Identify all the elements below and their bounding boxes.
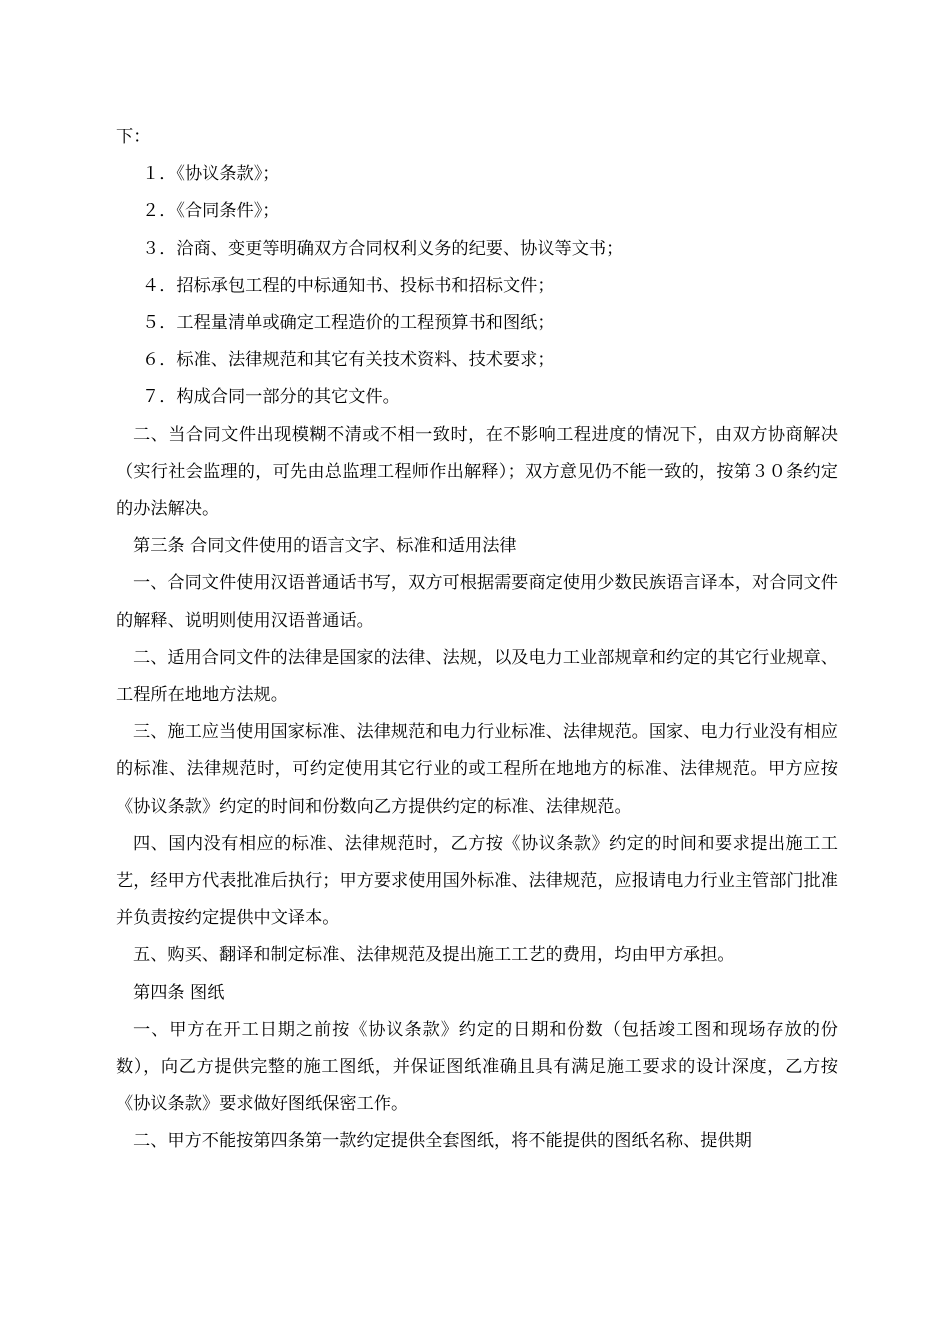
- list-item: ６．标准、法律规范和其它有关技术资料、技术要求；: [142, 350, 555, 371]
- list-item: ２．《合同条件》；: [142, 201, 280, 222]
- paragraph: 二、当合同文件出现模糊不清或不相一致时，在不影响工程进度的情况下，由双方协商解决（实行社会监理的，可先由总监理工程师作出解释）；双方意见仍不能一致的，按第３０条约定的办法解决。: [116, 424, 838, 520]
- paragraph: 一、甲方在开工日期之前按《协议条款》约定的日期和份数（包括竣工图和现场存放的份数），向乙方提供完整的施工图纸，并保证图纸准确且具有满足施工要求的设计深度，乙方按《协议条款》要求做好图纸保密工作。: [116, 1019, 838, 1115]
- paragraph: 下：: [116, 127, 151, 147]
- list-item: ４．招标承包工程的中标通知书、投标书和招标文件；: [142, 275, 555, 296]
- paragraph: 一、合同文件使用汉语普通话书写，双方可根据需要商定使用少数民族语言译本，对合同文件的解释、说明则使用汉语普通话。: [116, 573, 838, 631]
- paragraph: 四、国内没有相应的标准、法律规范时，乙方按《协议条款》约定的时间和要求提出施工工艺，经甲方代表批准后执行；甲方要求使用国外标准、法律规范，应报请电力行业主管部门批准并负责按约定提供中文译本。: [116, 833, 838, 929]
- list-item: ５．工程量清单或确定工程造价的工程预算书和图纸；: [142, 313, 555, 334]
- document-page: [116, 119, 838, 1161]
- list-item: ７．构成合同一部分的其它文件。: [142, 387, 400, 408]
- paragraph: 五、购买、翻译和制定标准、法律规范及提出施工工艺的费用，均由甲方承担。: [133, 945, 735, 966]
- section-heading: 第三条 合同文件使用的语言文字、标准和适用法律: [133, 536, 517, 557]
- paragraph: 三、施工应当使用国家标准、法律规范和电力行业标准、法律规范。国家、电力行业没有相应的标准、法律规范时，可约定使用其它行业的或工程所在地地方的标准、法律规范。甲方应按《协议条款》约定的时间和份数向乙方提供约定的标准、法律规范。: [116, 722, 838, 817]
- list-item: １．《协议条款》；: [142, 164, 280, 185]
- section-heading: 第四条 图纸: [133, 982, 225, 1003]
- paragraph: 二、甲方不能按第四条第一款约定提供全套图纸，将不能提供的图纸名称、提供期: [133, 1131, 752, 1152]
- list-item: ３．洽商、变更等明确双方合同权利义务的纪要、协议等文书；: [142, 238, 624, 259]
- paragraph: 二、适用合同文件的法律是国家的法律、法规，以及电力工业部规章和约定的其它行业规章、工程所在地地方法规。: [116, 647, 838, 706]
